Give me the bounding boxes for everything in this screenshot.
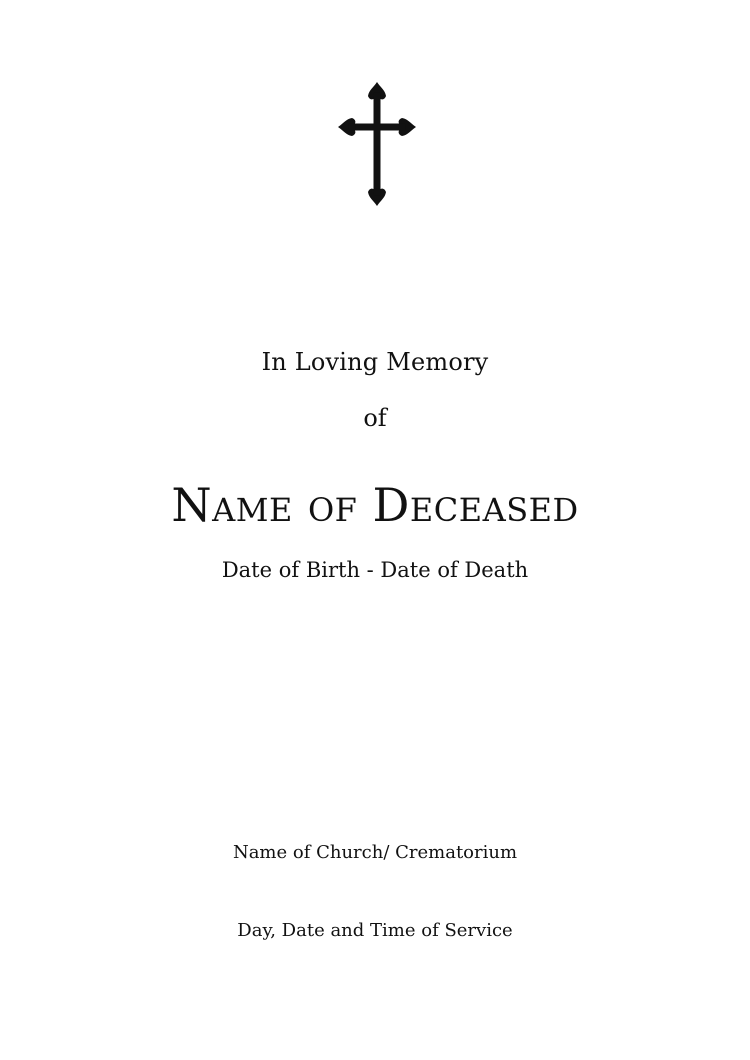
- life-dates: Date of Birth - Date of Death: [221, 558, 529, 582]
- cross-icon: [338, 82, 416, 206]
- service-location: Name of Church/ Crematorium: [232, 842, 518, 863]
- deceased-name: Name of Deceased: [171, 478, 579, 532]
- memorial-intro: In Loving Memory: [261, 348, 489, 376]
- service-time: Day, Date and Time of Service: [237, 920, 513, 941]
- memorial-of: of: [363, 404, 387, 432]
